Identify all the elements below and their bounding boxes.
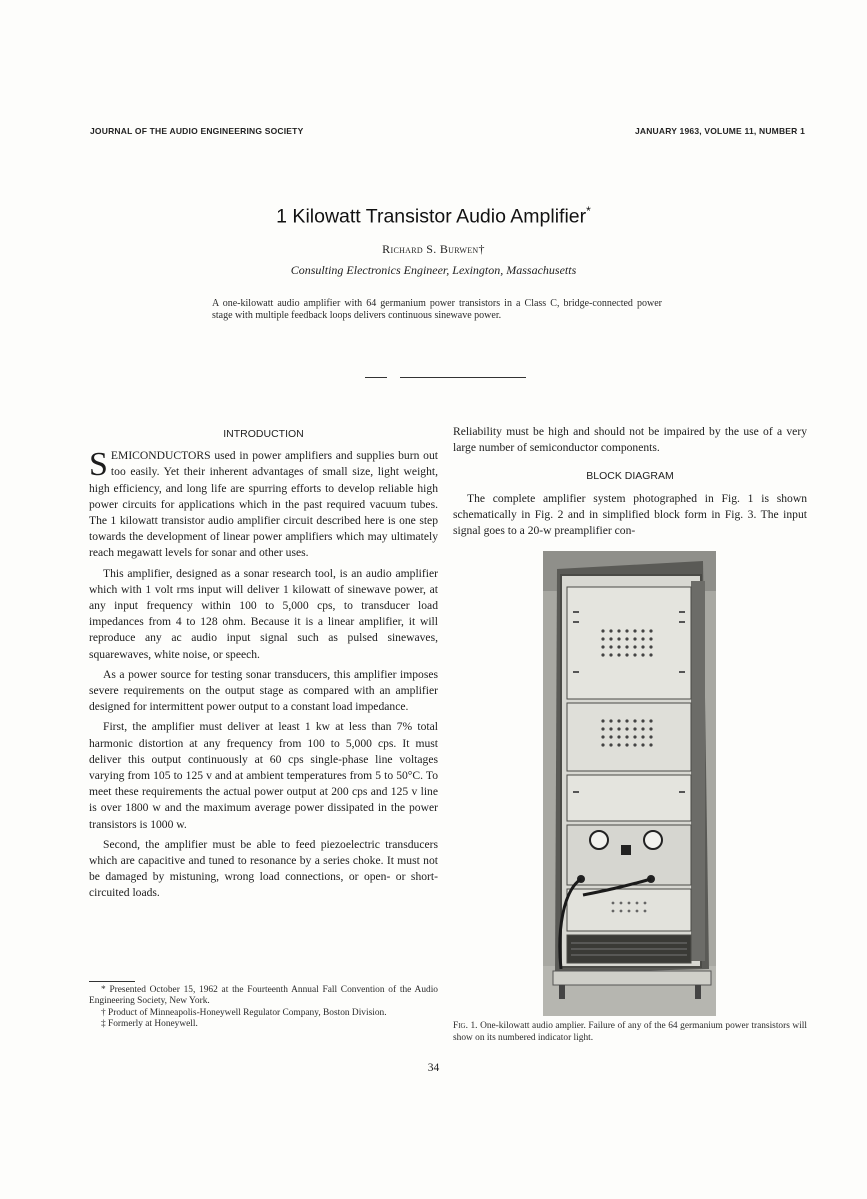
separator-rule-short (365, 377, 387, 378)
paragraph-text: EMICONDUCTORS used in power amplifiers and supplies burn out too easily. Yet their inherent advantages of small size, light weight, high efficiency, and long life are spurring efforts to develop reliable high power circuits for applications which in the past required vacuum tubes. The 1 kilowatt transistor audio amplifier circuit described here is one step towards the development of linear power amplifiers which may ultimately reach megawatt levels for sonar and other uses. (89, 449, 438, 560)
footnote: * Presented October 15, 1962 at the Fourteenth Annual Fall Convention of the Audio Engineering Society, New York. (89, 985, 438, 1007)
running-head-journal: JOURNAL OF THE AUDIO ENGINEERING SOCIETY (90, 126, 304, 136)
footnote: ‡ Formerly at Honeywell. (101, 1019, 198, 1030)
figure-caption (453, 1021, 807, 1044)
footnote-rule (89, 981, 135, 982)
author-affiliation: Consulting Electronics Engineer, Lexington, Massachusetts (290, 263, 577, 277)
right-column (453, 424, 807, 543)
paragraph: As a power source for testing sonar transducers, this amplifier imposes severe requirements on the output stage as compared with an amplifier designed for intermittent power output to a constant load impedance. (89, 667, 438, 714)
caption-text: One-kilowatt audio amplier. Failure of any of the 64 germanium power transistors will show on its numbered indicator light. (453, 1021, 808, 1043)
title-footnote-mark: * (586, 204, 591, 218)
paragraph: The complete amplifier system photographed in Fig. 1 is shown schematically in Fig. 2 and in simplified block form in Fig. 3. The input signal goes to a 20-w preamplifier con- (453, 491, 807, 538)
title-text: 1 Kilowatt Transistor Audio Amplifier (276, 205, 587, 228)
abstract: A one-kilowatt audio amplifier with 64 germanium power transistors in a Class C, bridge-connected power stage with multiple feedback loops delivers continuous sinewave power. (212, 298, 662, 321)
amplifier-rack-illustration (543, 551, 716, 1016)
section-heading-introduction: INTRODUCTION (223, 428, 304, 440)
paragraph: Reliability must be high and should not be impaired by the use of a very large number of semiconductor components. (453, 425, 807, 455)
section-heading-block-diagram: BLOCK DIAGRAM (586, 470, 674, 483)
paragraph: First, the amplifier must deliver at least 1 kw at less than 7% total harmonic distortion at any frequency from 100 to 5,000 cps. It must deliver this output continuously at 60 cps single-phase line voltages varying from 105 to 125 v and at ambient temperatures from 5 to 50°C. To meet these requirements the actual power output at 200 cps and 125 v line is over 1800 w and the maximum average power dissipated in the power transistors is 1000 w. (89, 720, 438, 831)
separator-rule-long (400, 377, 526, 378)
footnote: † Product of Minneapolis-Honeywell Regulator Company, Boston Division. (101, 1007, 387, 1018)
author-name: Richard S. Burwen† (382, 242, 485, 256)
figure-label: Fig. 1. (453, 1021, 478, 1031)
paragraph (89, 448, 438, 561)
article-title (0, 204, 867, 229)
footnotes (89, 985, 438, 1031)
paragraph: This amplifier, designed as a sonar research tool, is an audio amplifier which with 1 volt rms input will deliver 1 kilowatt of sinewave power, at any input frequency within 100 to 5,000 cps, to transducer load impedances from 4 to 128 ohm. Because it is a linear amplifier, it will reproduce any ac audio input signal such as pulsed sinewaves, squarewaves, white noise, or speech. (89, 566, 438, 661)
amplifier-rack-photo (543, 551, 716, 1016)
paragraph: Second, the amplifier must be able to feed piezoelectric transducers which are capacitive and tuned to resonance by a series choke. It must not be damaged by mistuning, wrong load connections, or open- or short-circuited loads. (89, 837, 438, 900)
left-column (89, 426, 438, 906)
drop-cap: S (89, 446, 108, 484)
running-head-issue: JANUARY 1963, VOLUME 11, NUMBER 1 (634, 126, 805, 136)
page-number: 34 (427, 1062, 440, 1074)
